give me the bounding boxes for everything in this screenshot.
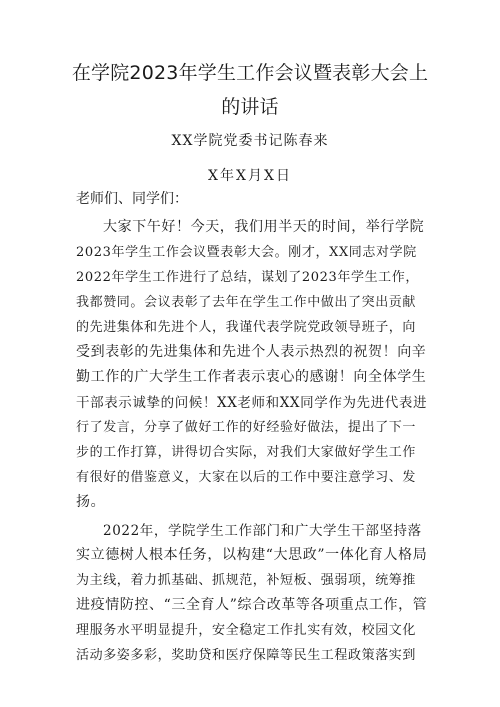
paragraph-1-line: 扬。 bbox=[76, 494, 106, 510]
paragraph-2-line: 进疫情防控、“三全育人”综合改革等各项重点工作，管 bbox=[76, 597, 428, 613]
paragraph-1-line: 2022年学生工作进行了总结，谋划了2023年学生工作， bbox=[76, 270, 419, 285]
paragraph-1-line: 我都赞同。会议表彰了去年在学生工作中做出了突出贡献 bbox=[76, 295, 417, 310]
paragraph-1-line: 受到表彰的先进集体和先进个人表示热烈的祝贺！向辛 bbox=[76, 344, 427, 360]
speech-date: X年X月X日 bbox=[208, 168, 292, 184]
speaker-byline: XX学院党委书记陈春来 bbox=[171, 133, 329, 149]
paragraph-2-line: 活动多姿多彩，奖助贷和医疗保障等民生工程政策落实到 bbox=[76, 648, 417, 663]
salutation: 老师们、同学们： bbox=[76, 191, 188, 207]
paragraph-2-line: 2022年，学院学生工作部门和广大学生干部坚持落 bbox=[103, 523, 422, 539]
paragraph-2-line: 为主线，着力抓基础、抓规范，补短板、强弱项，统筹推 bbox=[76, 573, 417, 588]
paragraph-2-line: 理服务水平明显提升，安全稳定工作扎实有效，校园文化 bbox=[76, 623, 417, 638]
paragraph-1-line: 干部表示诚挚的问候！XX老师和XX同学作为先进代表进 bbox=[76, 395, 428, 411]
paragraph-1-line: 的先进集体和先进个人，我谨代表学院党政领导班子，向 bbox=[76, 320, 417, 335]
paragraph-1-line: 大家下午好！今天，我们用半天的时间，举行学院 bbox=[103, 219, 425, 235]
paragraph-1-line: 有很好的借鉴意义，大家在以后的工作中要注意学习、发 bbox=[76, 470, 417, 485]
paragraph-1-line: 勤工作的广大学生工作者表示衷心的感谢！向全体学生 bbox=[76, 369, 427, 385]
speech-title-line-2: 的讲话 bbox=[221, 96, 279, 118]
paragraph-2-line: 实立德树人根本任务，以构建“大思政”一体化育人格局 bbox=[76, 547, 428, 563]
speech-title-line-1: 在学院2023年学生工作会议暨表彰大会上 bbox=[71, 62, 429, 84]
paragraph-1-line: 2023年学生工作会议暨表彰大会。刚才，XX同志对学院 bbox=[76, 245, 417, 260]
paragraph-1-line: 行了发言，分享了做好工作的好经验好做法，提出了下一 bbox=[76, 420, 417, 435]
paragraph-1-line: 步的工作打算，讲得切合实际，对我们大家做好学生工作 bbox=[76, 445, 417, 460]
